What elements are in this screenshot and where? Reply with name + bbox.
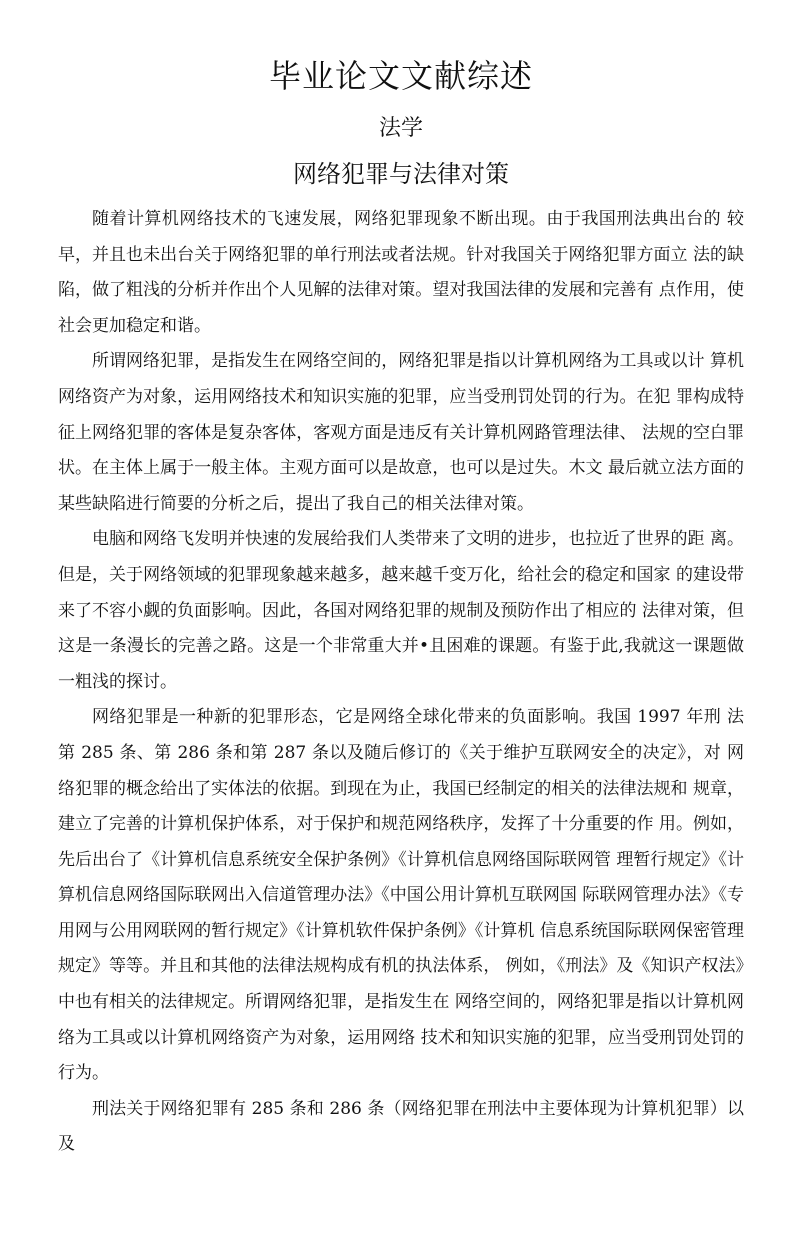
paragraph-definition: 所谓网络犯罪，是指发生在网络空间的，网络犯罪是指以计算机网络为工具或以计 算机网络资产为对象，运用网络技术和知识实施的犯罪，应当受刑罚处罚的行为。在犯 罪构成特征上网络犯罪的客体是复杂客体，客观方面是违反有关计算机网路管理法律、 法规的空白罪状。在主体上属于一般主体。主观方面可以是故意，也可以是过失。木文 最后就立法方面的某些缺陷进行简要的分析之后，提出了我自己的相关法律对策。 [58, 351, 744, 514]
paragraph-intro: 随着计算机网络技术的飞速发展，网络犯罪现象不断出现。由于我国刑法典出台的 较早，并且也未出台关于网络犯罪的单行刑法或者法规。针对我国关于网络犯罪方面立 法的缺陷，做了粗浅的分析并作出个人见解的法律对策。望对我国法律的发展和完善有 点作用，使社会更加稳定和谐。 [58, 209, 744, 336]
document-body [58, 202, 744, 1163]
document-title: 毕业论文文献综述 [268, 57, 533, 95]
document-page [0, 57, 800, 1243]
paragraph-background: 电脑和网络飞发明并快速的发展给我们人类带来了文明的进步，也拉近了世界的距 离。但是，关于网络领域的犯罪现象越来越多，越来越千变万化，给社会的稳定和国家 的建设带来了不容小觑的负面影响。因此，各国对网络犯罪的规制及预防作出了相应的 法律对策，但这是一条漫长的完善之路。这是一个非常重大并•且困难的课题。有鉴于此,我就这一课题做一粗浅的探讨。 [58, 529, 744, 692]
document-subtitle: 网络犯罪与法律对策 [293, 160, 509, 188]
document-subject: 法学 [378, 116, 423, 141]
paragraph-criminal-law: 刑法关于网络犯罪有 285 条和 286 条（网络犯罪在刑法中主要体现为计算机犯罪）以及 [58, 1098, 744, 1155]
paragraph-legislation: 网络犯罪是一种新的犯罪形态，它是网络全球化带来的负面影响。我国 1997 年刑 法第 285 条、第 286 条和第 287 条以及随后修订的《关于维护互联网安全的决定》，对 网络犯罪的概念给出了实体法的依据。到现在为止，我国已经制定的相关的法律法规和 规章，建立了完善的计算机保护体系，对于保护和规范网络秩序，发挥了十分重要的作 用。例如，先后出台了《计算机信息系统安全保护条例》《计算机信息网络国际联网管 理暂行规定》《计算机信息网络国际联网出入信道管理办法》《中国公用计算机互联网国 际联网管理办法》《专用网与公用网联网的暂行规定》《计算机软件保护条例》《计算机 信息系统国际联网保密管理规定》等等。并且和其他的法律法规构成有机的执法体系， 例如，《刑法》及《知识产权法》中也有相关的法律规定。所谓网络犯罪，是指发生在 网络空间的，网络犯罪是指以计算机网络为工具或以计算机网络资产为对象，运用网络 技术和知识实施的犯罪，应当受刑罚处罚的行为。 [58, 707, 744, 1084]
